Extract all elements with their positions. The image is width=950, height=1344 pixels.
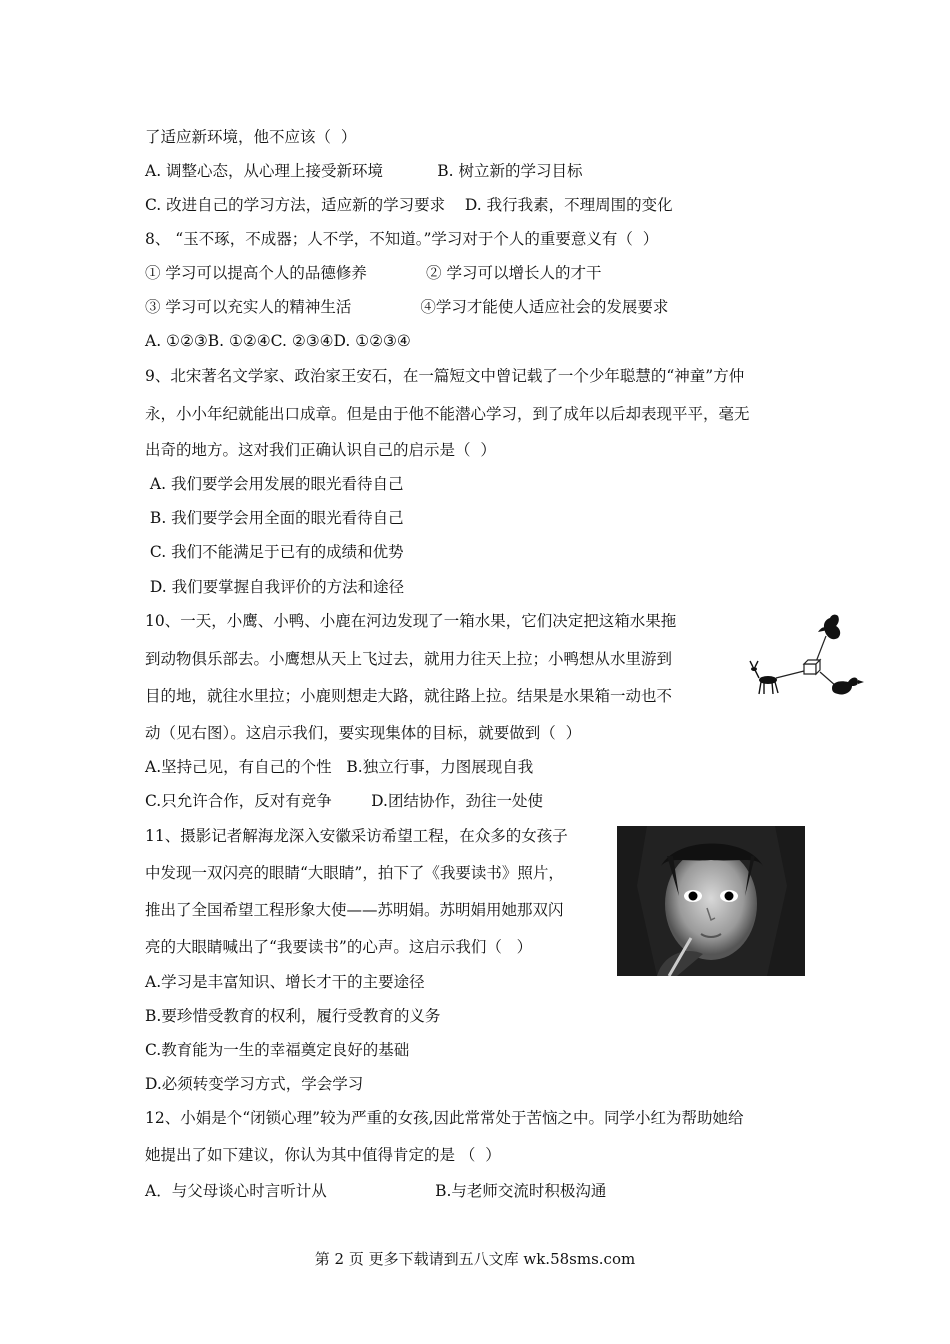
text-line: 8、 “玉不琢，不成器；人不学，不知道。”学习对于个人的重要意义有（ ） [145,230,659,248]
text-line: C. 我们不能满足于已有的成绩和优势 [145,543,404,561]
text-line: 她提出了如下建议，你认为其中值得肯定的是 （ ） [145,1146,501,1164]
animals-pulling-box-illustration [748,612,888,702]
big-eyes-girl-photo [617,826,805,976]
text-line: C.只允许合作，反对有竞争 D.团结协作，劲往一处使 [145,792,543,810]
text-line: 12、小娟是个“闭锁心理”较为严重的女孩,因此常常处于苦恼之中。同学小红为帮助她给 [145,1109,744,1127]
text-line: C.教育能为一生的幸福奠定良好的基础 [145,1041,410,1059]
text-line: ① 学习可以提高个人的品德修养 ② 学习可以增长人的才干 [145,264,602,282]
text-line: D. 我们要掌握自我评价的方法和途径 [145,578,405,596]
text-line: 动（见右图）。这启示我们，要实现集体的目标，就要做到（ ） [145,724,582,742]
fruit-box-icon [804,660,820,674]
duck-icon [832,678,864,695]
text-line: 10、一天，小鹰、小鸭、小鹿在河边发现了一箱水果，它们决定把这箱水果拖 [145,612,677,630]
deer-icon [750,661,778,694]
page-footer: 第 2 页 更多下载请到五八文库 wk.58sms.com [314,1250,636,1268]
text-line: A.学习是丰富知识、增长才干的主要途径 [145,973,425,991]
text-line: D.必须转变学习方式，学会学习 [145,1075,364,1093]
text-line: 中发现一双闪亮的眼睛“大眼睛”，拍下了《我要读书》照片， [145,864,564,882]
text-line: A．与父母谈心时言听计从 B.与老师交流时积极沟通 [145,1182,607,1200]
text-line: 到动物俱乐部去。小鹰想从天上飞过去，就用力往天上拉；小鸭想从水里游到 [145,650,673,668]
text-line: 11、摄影记者解海龙深入安徽采访希望工程，在众多的女孩子 [145,827,568,845]
text-line: 永，小小年纪就能出口成章。但是由于他不能潜心学习，到了成年以后却表现平平，毫无 [145,405,750,423]
text-line: B.要珍惜受教育的权利，履行受教育的义务 [145,1007,441,1025]
text-line: A. ①②③B. ①②④C. ②③④D. ①②③④ [145,332,411,350]
text-line: B. 我们要学会用全面的眼光看待自己 [145,509,404,527]
text-line: 了适应新环境，他不应该（ ） [145,128,357,146]
text-line: ③ 学习可以充实人的精神生活 ④学习才能使人适应社会的发展要求 [145,298,669,316]
text-line: 亮的大眼睛喊出了“我要读书”的心声。这启示我们（ ） [145,938,533,956]
text-line: 目的地，就往水里拉；小鹿则想走大路，就往路上拉。结果是水果箱一动也不 [145,687,673,705]
text-line: C. 改进自己的学习方法，适应新的学习要求 D. 我行我素，不理周围的变化 [145,196,673,214]
text-line: 推出了全国希望工程形象大使——苏明娟。苏明娟用她那双闪 [145,901,564,919]
text-line: 9、北宋著名文学家、政治家王安石，在一篇短文中曾记载了一个少年聪慧的“神童”方仲 [145,367,745,385]
text-line: A.坚持己见，有自己的个性 B.独立行事，力图展现自我 [145,758,534,776]
text-line: A. 调整心态，从心理上接受新环境 B. 树立新的学习目标 [145,162,583,180]
eagle-icon [818,615,840,640]
text-line: A. 我们要学会用发展的眼光看待自己 [145,475,404,493]
text-line: 出奇的地方。这对我们正确认识自己的启示是（ ） [145,441,496,459]
